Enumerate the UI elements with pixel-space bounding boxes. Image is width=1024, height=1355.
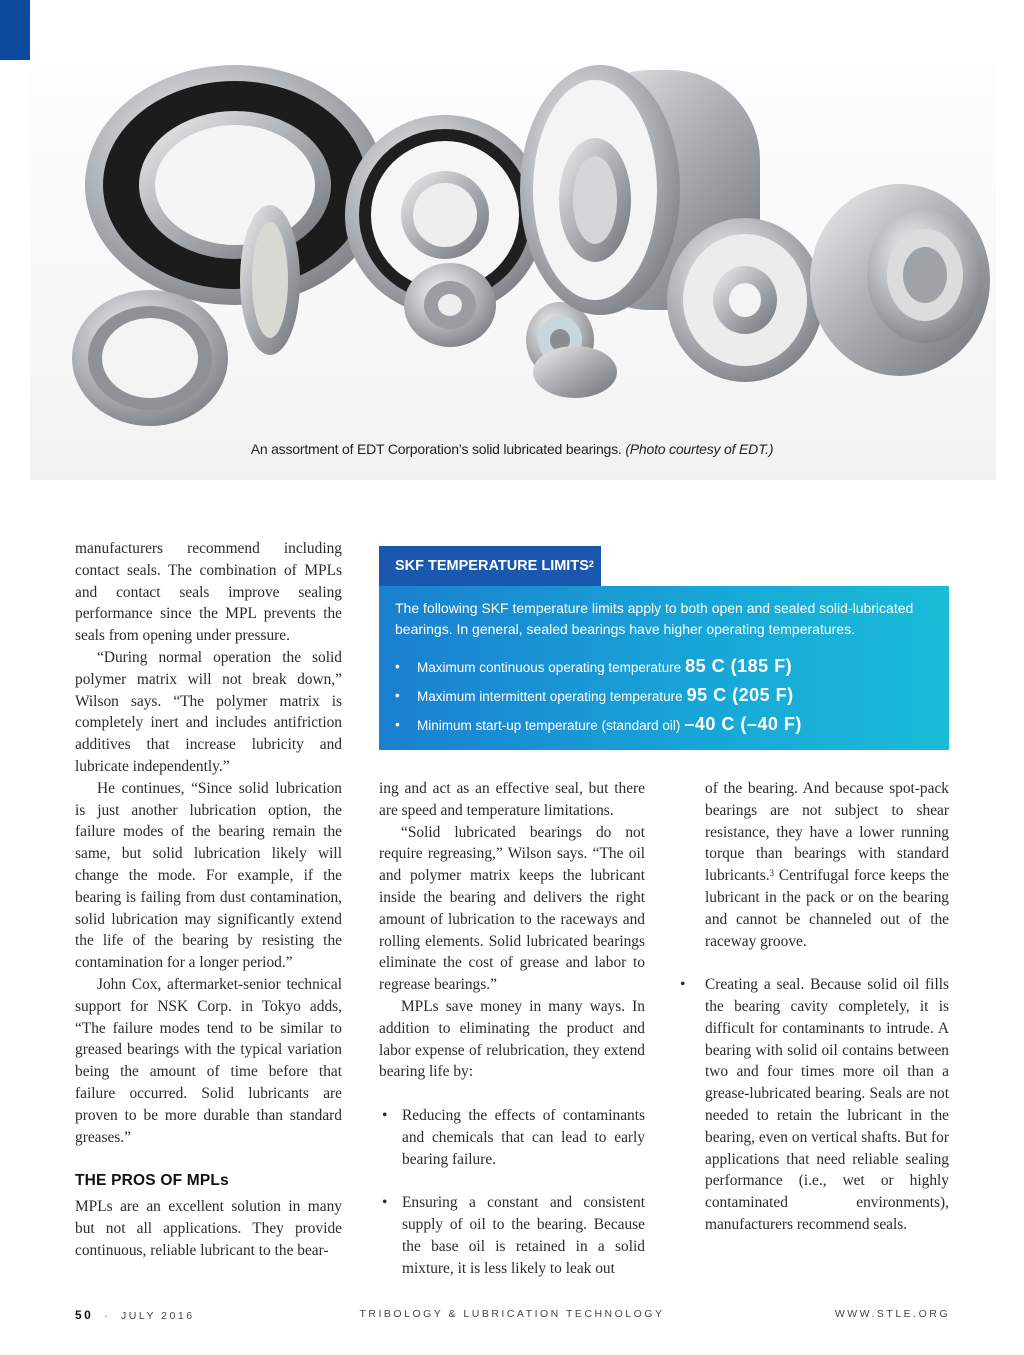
caption-main: An assortment of EDT Corporation’s solid lubricated bearings. [250,441,622,457]
temperature-value: 85 C (185 F) [685,656,793,676]
temperature-value: 95 C (205 F) [686,685,794,705]
paragraph-text: of the bearing. And because spot-pack bearings are not subject to shear resistance, they have a lower running torque than bearings with standard lubricants. [705,780,949,885]
footnote-ref: 3 [769,868,775,879]
benefit-list [379,1105,645,1170]
benefit-list [379,1192,645,1279]
section-heading: THE PROS OF MPLs [75,1172,229,1190]
sidebar-title-ref: 2 [588,559,594,569]
issue-date: JULY 2016 [121,1310,195,1322]
bearing-open-ball [72,290,228,426]
paragraph: ing and act as an effective seal, but there are speed and temperature limitations. [379,780,645,819]
bearing-insert-large [810,184,990,376]
temperature-label: Maximum continuous operating temperature [417,660,682,675]
bearing-white-seal-medium [667,218,823,382]
publication-name: TRIBOLOGY & LUBRICATION TECHNOLOGY [359,1308,665,1320]
bearings-illustration [30,0,996,430]
bearing-black-seal-large [85,65,385,305]
paragraph: “Solid lubricated bearings do not require regreasing,” Wilson says. “The oil and polymer matrix keeps the lubricant inside the bearing and delivers the right amount of lubrication to the raceways and rolling elements. Solid lubricated bearings eliminate the cost of grease and labor to regrease bearings.” [379,823,645,994]
sidebar-title [379,546,601,586]
footer-separator: · [104,1310,111,1322]
article-column-2 [379,778,645,1279]
paragraph: manufacturers recommend including contact seals. The combination of MPLs and contact seals improve sealing performance since the MPL prevents the seals from opening under pressure. [75,540,342,645]
temperature-value: –40 C (–40 F) [684,714,802,734]
article-column-3 [705,778,949,1236]
paragraph: MPLs save money in many ways. In addition to eliminating the product and labor expense of relubrication, they extend bearing life by: [379,997,645,1081]
page-number: 50 [75,1308,94,1322]
website: WWW.STLE.ORG [834,1308,950,1320]
temperature-item [395,652,933,681]
list-item: • Creating a seal. Because solid oil fills the bearing cavity completely, it is difficult for contaminants to intrude. A bearing with solid oil contains between two and four times more oil than a grease-lubricated bearing. Seals are not needed to retain the lubricant in the bearing, even on vertical shafts. But for applications that need reliable sealing performance (i.e., wet or highly contaminated environments), manufacturers recommend seals. [677,974,949,1236]
benefit-list [677,974,949,1236]
photo-caption [0,441,1024,457]
paragraph: He continues, “Since solid lubrication is just another lubrication option, the failure modes of the bearing remain the same, but solid lubrication likely will change the mode. For example, if the bearing is failing from dust contamination, solid lubrication may significantly extend the life of the bearing by resisting the contamination for a longer period.” [75,779,342,972]
sidebar-title-text: SKF TEMPERATURE LIMITS [395,558,589,574]
temperature-list [395,652,933,739]
skf-temperature-sidebar [379,586,949,750]
paragraph: “During normal operation the solid polymer matrix will not break down,” Wilson says. “The polymer matrix is completely inert and includes antifriction additives that increase lubricity and lubricate independently.” [75,648,342,775]
temperature-label: Maximum intermittent operating temperature [417,689,683,704]
temperature-item [395,681,933,710]
bearing-thin-side [240,205,300,355]
sidebar-intro: The following SKF temperature limits apply to both open and sealed solid-lubricated bearings. In general, sealed bearings have higher operating temperatures. [395,600,914,637]
bearings-photo [30,0,996,480]
caption-credit: (Photo courtesy of EDT.) [625,441,774,457]
temperature-item [395,710,933,739]
temperature-label: Minimum start-up temperature (standard oil) [417,718,681,733]
paragraph-text: Centrifugal force keeps the lubricant in the pack or on the bearing and cannot be channeled out of the raceway groove. [705,867,949,950]
paragraph: MPLs are an excellent solution in many but not all applications. They provide continuous, reliable lubricant to the bear- [75,1198,342,1259]
paragraph [705,778,949,952]
bearing-small-grey [404,263,496,347]
paragraph: John Cox, aftermarket-senior technical support for NSK Corp. in Tokyo adds, “The failure modes tend to be similar to greased bearings with the typical variation being the amount of time before that failure occurred. Solid lubricants are proven to be more durable than standard greases.” [75,975,342,1146]
bearing-mini [526,302,617,398]
list-item: • Ensuring a constant and consistent supply of oil to the bearing. Because the base oil is retained in a solid mixture, it is less likely to leak out [379,1192,645,1279]
article-column-1 [75,538,342,1262]
list-item: • Reducing the effects of contaminants and chemicals that can lead to early bearing failure. [379,1105,645,1170]
